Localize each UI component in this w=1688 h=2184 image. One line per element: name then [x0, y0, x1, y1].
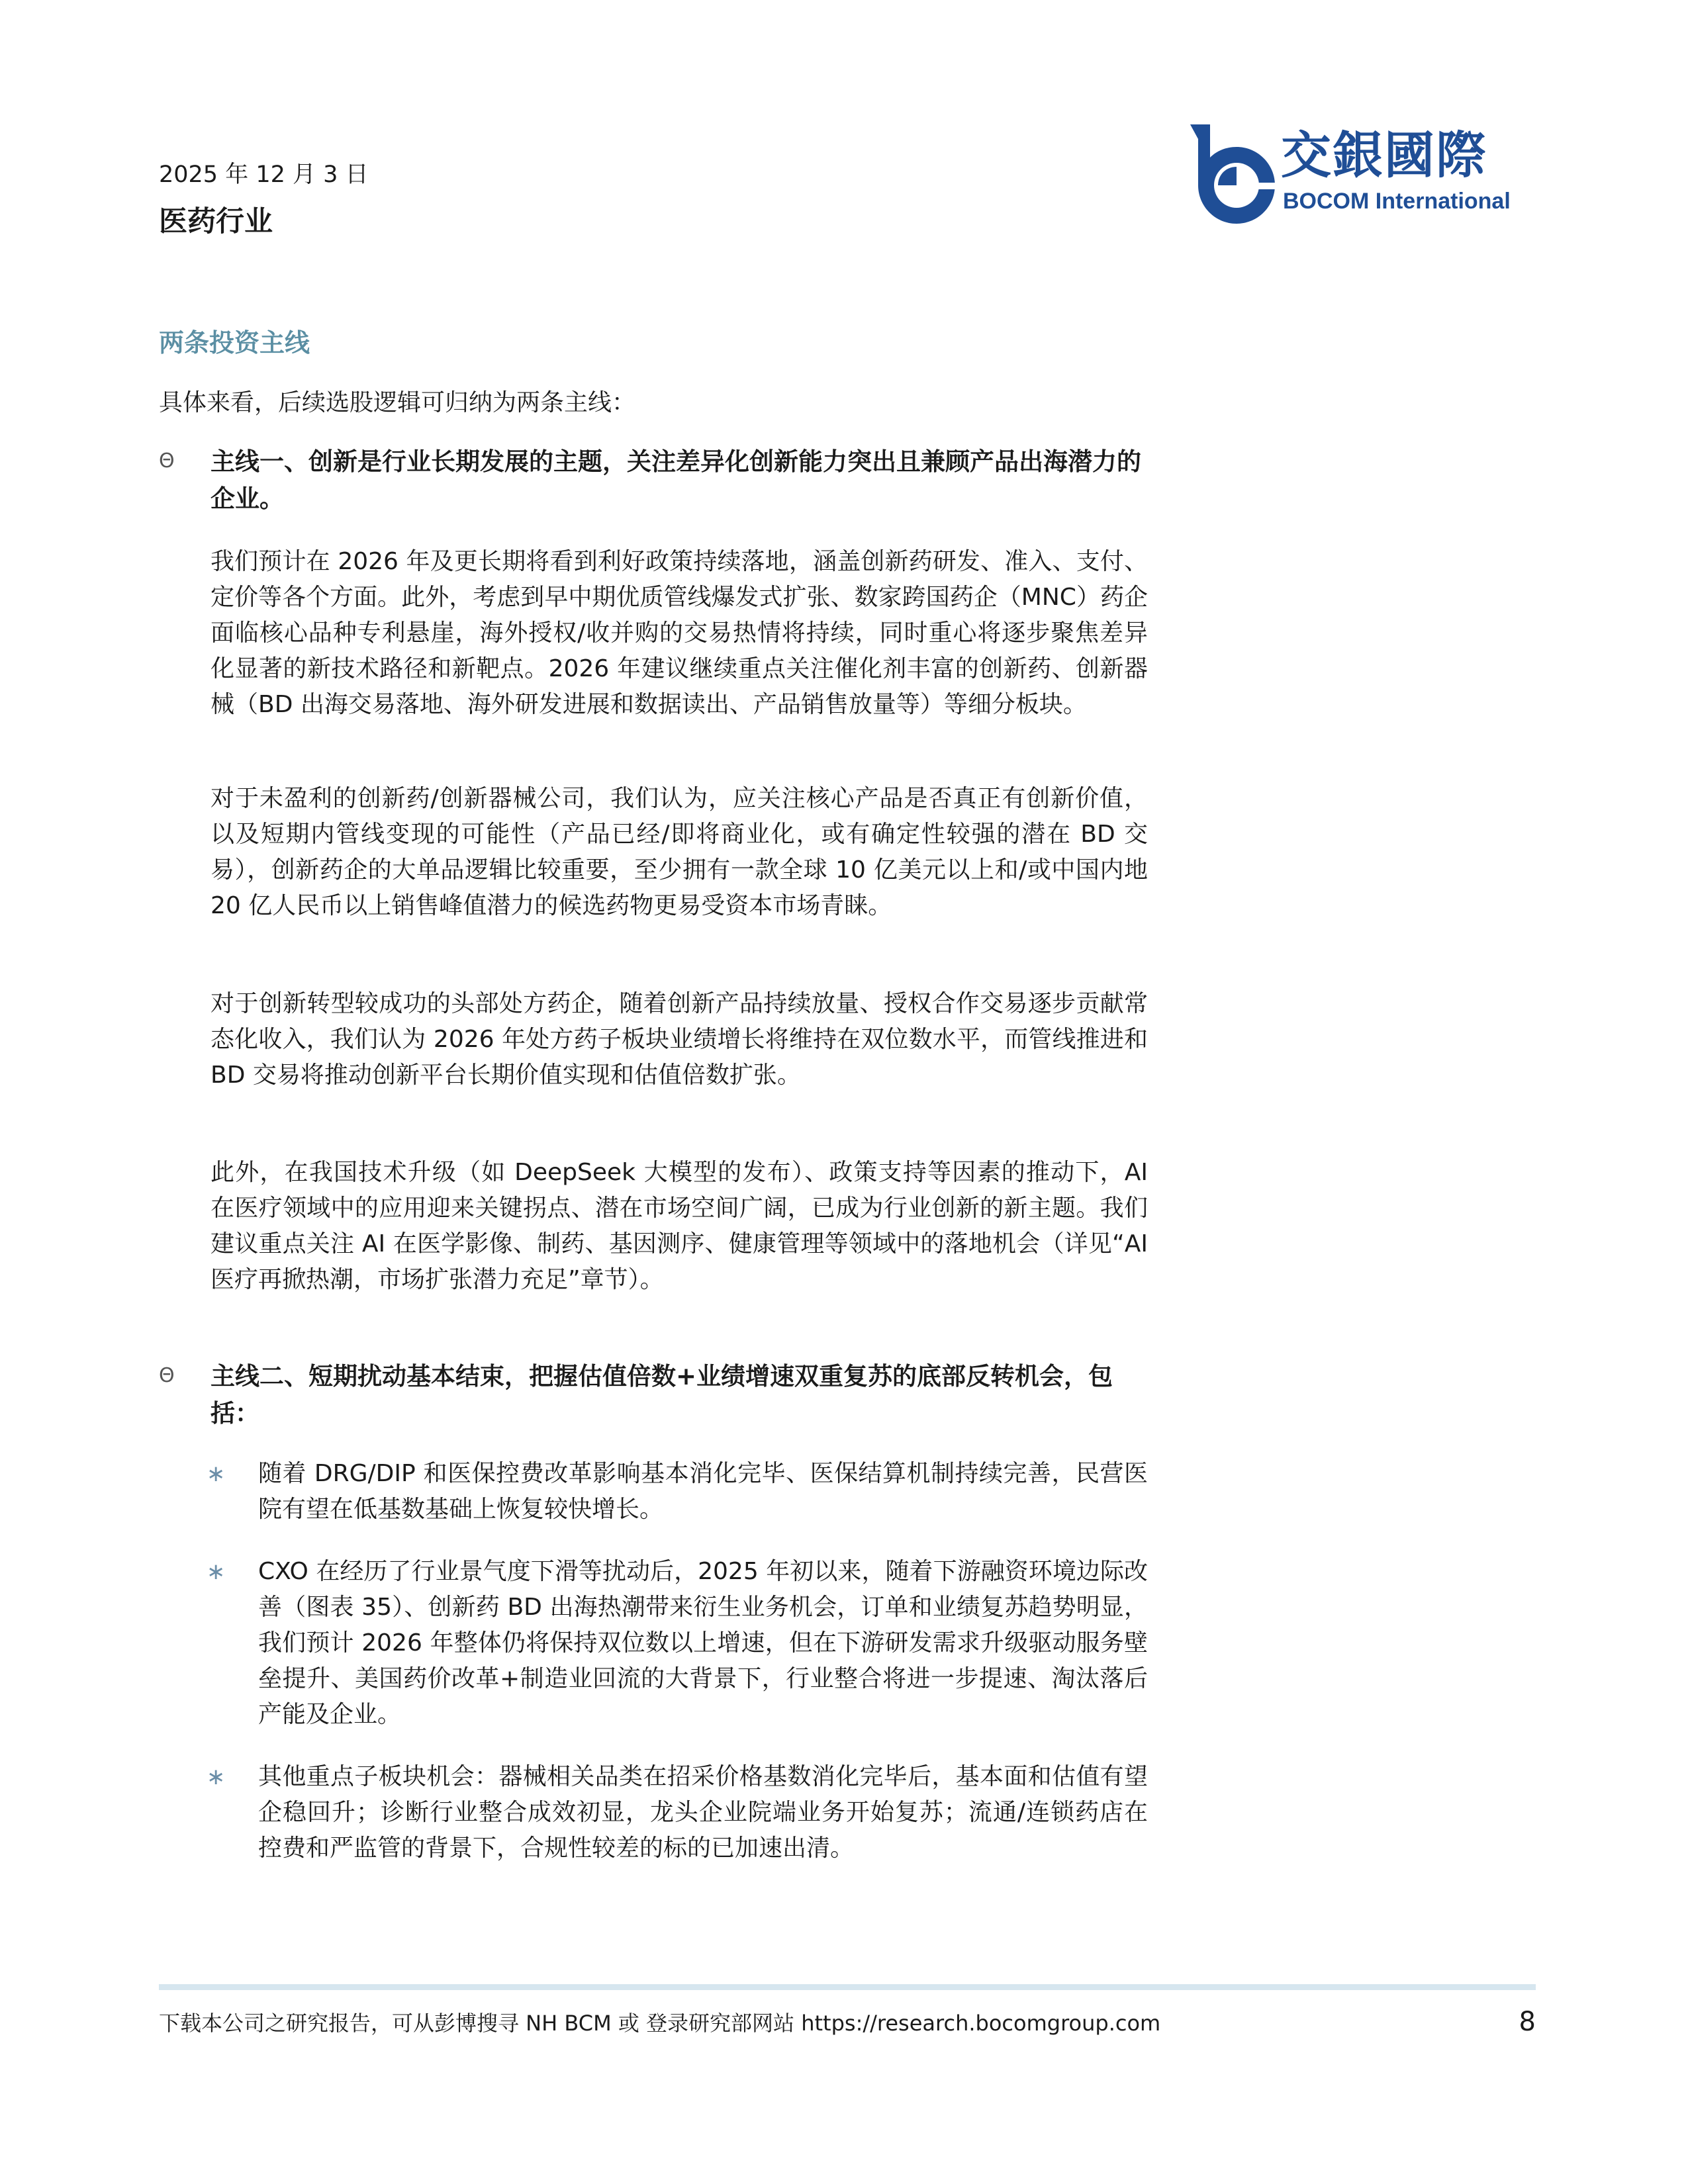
mainline-1-paragraph-2: 对于未盈利的创新药/创新器械公司，我们认为，应关注核心产品是否真正有创新价值，以及短期内管线变现的可能性（产品已经/即将商业化，或有确定性较强的潜在 BD 交易），创新药企的大单品逻辑比较重要，至少拥有一款全球 10 亿美元以上和/或中国内地 20 亿人民币以上销售峰值潜力的候选药物更易受资本市场青睐。 [211, 785, 1148, 919]
mainline-1-paragraph-3: 对于创新转型较成功的头部处方药企，随着创新产品持续放量、授权合作交易逐步贡献常态化收入，我们认为 2026 年处方药子板块业绩增长将维持在双位数水平，而管线推进和 BD 交易将推动创新平台长期价值实现和估值倍数扩张。 [211, 990, 1148, 1089]
mainline-1-paragraph-4: 此外，在我国技术升级（如 DeepSeek 大模型的发布）、政策支持等因素的推动下，AI 在医疗领域中的应用迎来关键拐点、潜在市场空间广阔，已成为行业创新的新主题。我们建议重点关注 AI 在医学影像、制药、基因测序、健康管理等领域中的落地机会（详见“AI 医疗再掀热潮，市场扩张潜力充足”章节）。 [211, 1159, 1148, 1293]
company-logo [1178, 119, 1536, 225]
mainline-2-item-1: 随着 DRG/DIP 和医保控费改革影响基本消化完毕、医保结算机制持续完善，民营医院有望在低基数基础上恢复较快增长。 [258, 1460, 1148, 1523]
mainline-2-item-3: 其他重点子板块机会：器械相关品类在招采价格基数消化完毕后，基本面和估值有望企稳回升；诊断行业整合成效初显，龙头企业院端业务开始复苏；流通/连锁药店在控费和严监管的背景下，合规性较差的标的已加速出清。 [258, 1763, 1148, 1862]
page-number: 8 [1519, 2007, 1536, 2037]
sub-bullet-icon: ∗ [207, 1461, 226, 1487]
bullet-icon: Θ [159, 449, 175, 473]
mainline-2-item-2: CXO 在经历了行业景气度下滑等扰动后，2025 年初以来，随着下游融资环境边际改善（图表 35）、创新药 BD 出海热潮带来衍生业务机会，订单和业绩复苏趋势明显，我们预计 2026 年整体仍将保持双位数以上增速，但在下游研发需求升级驱动服务壁垒提升、美国药价改革+制造业回流的大背景下，行业整合将进一步提速、淘汰落后产能及企业。 [258, 1558, 1148, 1728]
sub-bullet-icon: ∗ [207, 1559, 226, 1585]
section-title: 两条投资主线 [159, 328, 310, 357]
mainline-2-heading: 主线二、短期扰动基本结束，把握估值倍数+业绩增速双重复苏的底部反转机会，包括： [211, 1362, 1113, 1428]
logo-english-name: BOCOM International [1283, 189, 1511, 214]
footer-divider [159, 1984, 1536, 1990]
industry-title: 医药行业 [159, 205, 273, 238]
mainline-1-heading: 主线一、创新是行业长期发展的主题，关注差异化创新能力突出且兼顾产品出海潜力的企业。 [211, 447, 1141, 513]
logo-mark-icon [1178, 119, 1278, 225]
footer-text: 下载本公司之研究报告，可从彭博搜寻 NH BCM 或 登录研究部网站 https://research.bocomgroup.com [159, 2011, 1161, 2036]
logo-chinese-name: 交銀國際 [1281, 126, 1487, 185]
report-date: 2025 年 12 月 3 日 [159, 161, 369, 188]
mainline-1-paragraph-1: 我们预计在 2026 年及更长期将看到利好政策持续落地，涵盖创新药研发、准入、支付、定价等各个方面。此外，考虑到早中期优质管线爆发式扩张、数家跨国药企（MNC）药企面临核心品种专利悬崖，海外授权/收并购的交易热情将持续，同时重心将逐步聚焦差异化显著的新技术路径和新靶点。2026 年建议继续重点关注催化剂丰富的创新药、创新器械（BD 出海交易落地、海外研发进展和数据读出、产品销售放量等）等细分板块。 [211, 548, 1148, 718]
sub-bullet-icon: ∗ [207, 1764, 226, 1790]
section-intro: 具体来看，后续选股逻辑可归纳为两条主线： [159, 389, 636, 416]
bullet-icon: Θ [159, 1364, 175, 1387]
